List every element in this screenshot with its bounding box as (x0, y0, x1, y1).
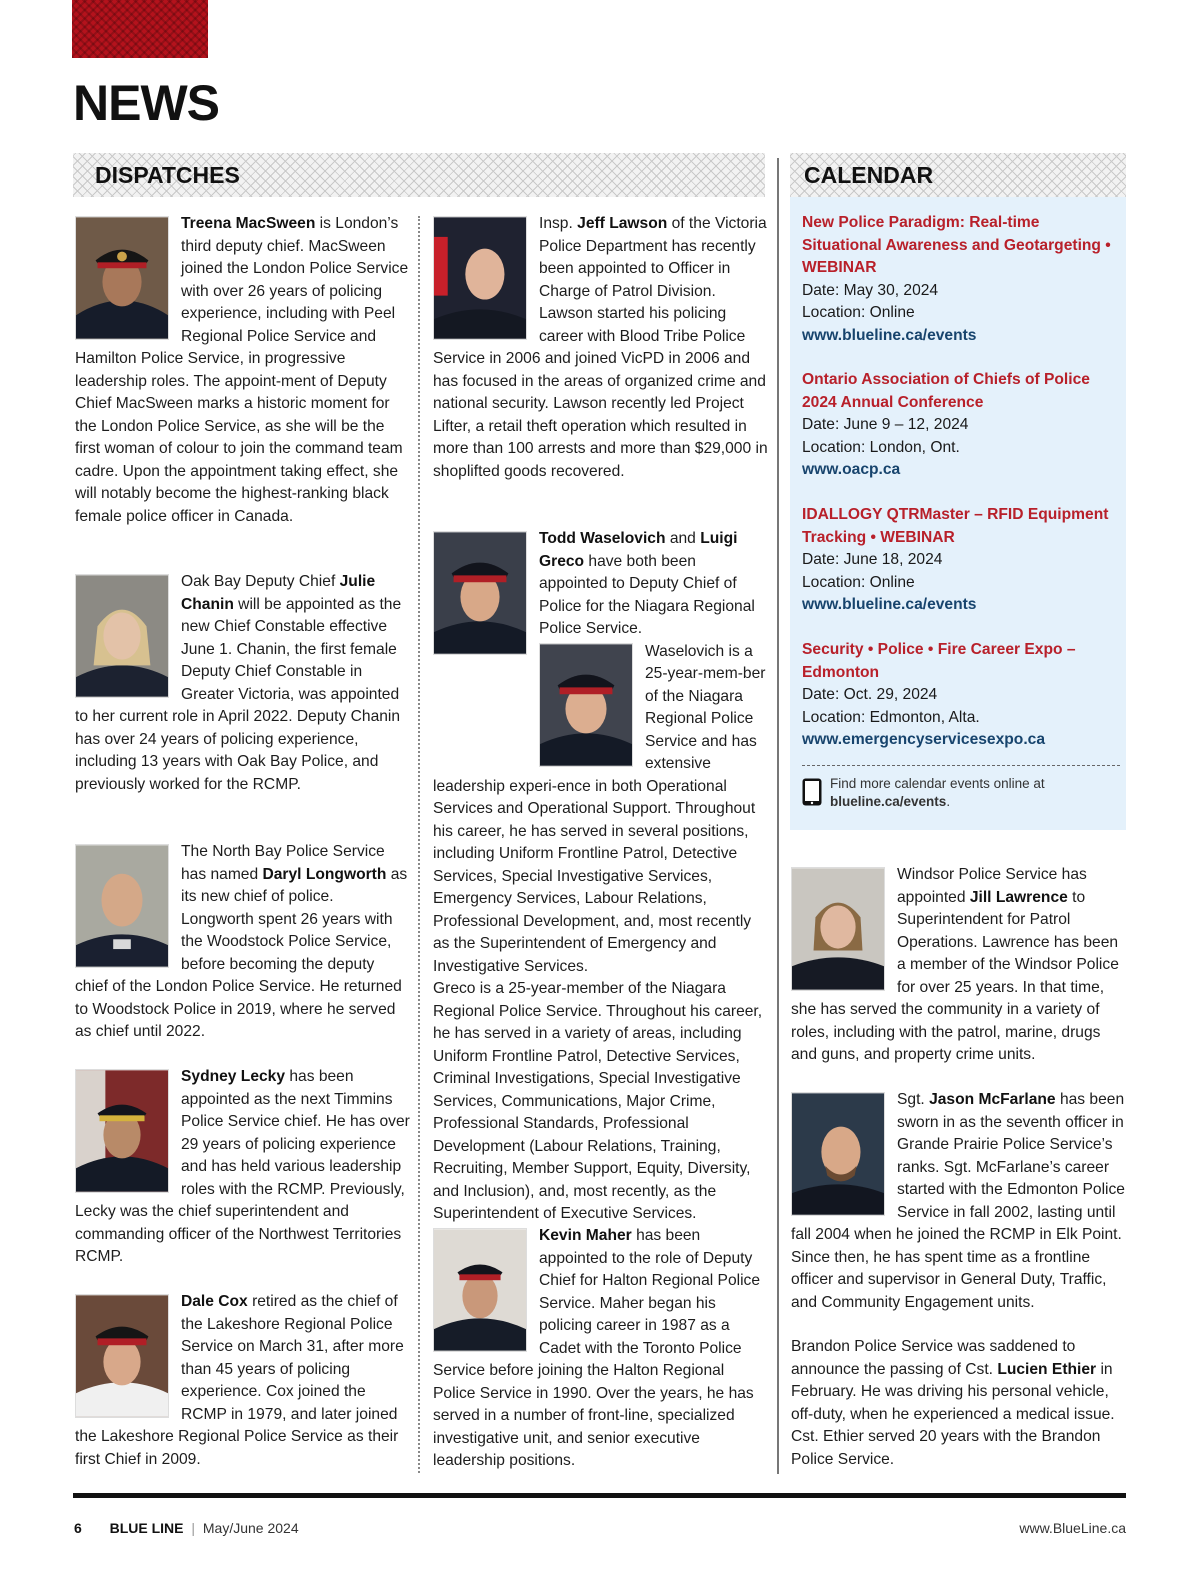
story-text: of the Victoria Police Department has recently been appointed to Officer in Charge of Patrol Division. Lawson started his policing career with Blood Tribe Police Service in 2006 and joined VicPD in 2006 and has focused in the areas of organized crime and national security. Lawson recently led Project Lifter, a retail theft operation which resulted in more than 100 arrests and more than $29,000 in shoplifted goods recovered. (433, 215, 768, 480)
column-left (75, 213, 410, 1471)
event-title: IDALLOGY QTRMaster – RFID Equipment Tracking • WEBINAR (802, 506, 1109, 546)
event-location: Location: Online (802, 573, 915, 591)
dispatches-label: DISPATCHES (95, 162, 240, 188)
calendar-event (802, 369, 1120, 482)
person-name: Lucien Ethier (997, 1360, 1097, 1378)
event-date: Date: May 30, 2024 (802, 281, 939, 299)
footer-left (74, 1520, 299, 1536)
story-text: have both been appointed to Deputy Chief of Police for the Niagara Regional Police Service. (539, 552, 755, 637)
person-name: Treena MacSween (181, 215, 316, 232)
story-text: Waselovich is a 25-year-mem-ber of the Niagara Regional Police Service and has extensive leadership experi-ence in both Operational Services and Operational Support. Throughout his career, he has served in several positions, including Uniform Frontline Patrol, Detective Services, Special Investigative Services, Emergency Services, Labour Relations, Professional Development, and, most recently as the Superintendent of Emergency and Investigative Services. (433, 642, 766, 975)
story-text: Oak Bay Deputy Chief (181, 573, 340, 590)
story-mcfarlane (791, 1089, 1126, 1336)
calendar-divider (802, 765, 1120, 766)
officer-portrait-icon (433, 531, 527, 655)
event-location: Location: Edmonton, Alta. (802, 708, 980, 726)
officer-portrait-icon (75, 574, 169, 698)
person-name: Kevin Maher (539, 1227, 632, 1244)
story-text: Insp. (539, 215, 578, 232)
story-text: in February. He was driving his personal vehicle, off-duty, when he experienced a medical issue. Cst. Ethier served 20 years with the Brandon Police Service. (791, 1360, 1115, 1468)
story-text: Greco is a 25-year-member of the Niagara Regional Police Service. Throughout his career, he has served in a variety of areas, including Uniform Frontline Patrol, Detective Services, Criminal Investigations, Special Investigative Services, Communications, Major Crime, Professional Standards, Professional Development (Labour Relations, Training, Recruiting, Member Support, Equity, Diversity, and Inclusion), and, most recently, as the Superintendent of Executive Services. (433, 980, 763, 1222)
story-text: to Superintendent for Patrol Operations. Lawrence has been a member of the Windsor Police for over 25 years. In that time, she has served the community in a variety of roles, including with the patrol, marine, drugs and guns, and property crime units. (791, 888, 1119, 1063)
event-title: Security • Police • Fire Career Expo – Edmonton (802, 641, 1076, 681)
column-right (791, 864, 1126, 1471)
officer-portrait-icon (791, 867, 885, 991)
column-divider (418, 216, 420, 1473)
story-maher (433, 1225, 768, 1475)
dispatches-header (73, 153, 765, 197)
person-name: Jill Lawrence (969, 888, 1068, 906)
event-location: Location: Online (802, 304, 915, 321)
calendar-label: CALENDAR (804, 162, 934, 188)
story-text: and (665, 530, 701, 547)
story-macsween (75, 213, 410, 571)
person-name: Julie Chanin (181, 573, 376, 613)
officer-portrait-icon (539, 643, 633, 767)
story-cox (75, 1291, 410, 1471)
event-date: Date: June 9 – 12, 2024 (802, 416, 969, 433)
page-number: 6 (74, 1520, 82, 1536)
story-lawrence (791, 864, 1126, 1089)
calendar-event (802, 639, 1120, 752)
story-text: has been sworn in as the seventh officer in Grande Prairie Police Service’s ranks. Sgt. McFarlane’s career started with the Edmonton Police Service in fall 2002, lasting until fall 2004 when he joined the RCMP in Elk Point. Since then, he has spent time as a frontline officer and supervisor in General Duty, Traffic, and Community Engagement units. (791, 1091, 1125, 1311)
story-text: is London’s third deputy chief. MacSween joined the London Police Service with over 26 years of policing experience, including with Peel Regional Police Service and Hamilton Police Service, in progressive leadership roles. The appoint-ment of Deputy Chief MacSween marks a historic moment for the London Police Service, as she will be the first woman of colour to join the command team cadre. Upon the appointment taking effect, she will notably become the highest-ranking black female police officer in Canada. (75, 215, 409, 525)
story-text: Brandon Police Service was saddened to announce the passing of Cst. (791, 1338, 1076, 1378)
officer-portrait-icon (75, 216, 169, 340)
event-link[interactable]: www.blueline.ca/events (802, 596, 977, 613)
person-name: Daryl Longworth (262, 865, 387, 883)
person-name: Jason McFarlane (929, 1091, 1056, 1108)
story-waselovich-greco (433, 528, 768, 1225)
story-longworth (75, 841, 410, 1066)
calendar-box (790, 197, 1126, 830)
story-text: The North Bay Police Service has named (181, 843, 385, 883)
column-middle (433, 213, 768, 1475)
story-lawson (433, 213, 768, 528)
officer-portrait-icon (75, 1069, 169, 1193)
story-text: retired as the chief of the Lakeshore Regional Police Service on March 31, after more than 45 years of policing experience. Cox joined the RCMP in 1979, and later joined the Lakeshore Regional Police Service as their first Chief in 2009. (75, 1293, 404, 1468)
event-location: Location: London, Ont. (802, 438, 960, 456)
more-text: Find more calendar events online at (830, 776, 1045, 791)
person-name: Dale Cox (181, 1293, 248, 1310)
officer-portrait-icon (791, 1092, 885, 1216)
red-corner-block (72, 0, 208, 58)
story-text: Windsor Police Service has appointed (897, 866, 1087, 906)
calendar-event (802, 504, 1120, 617)
event-link[interactable]: www.emergencyservicesexpo.ca (802, 731, 1045, 748)
event-title: New Police Paradigm: Real-time Situational Awareness and Geotargeting • WEBINAR (802, 214, 1111, 276)
person-name: Luigi Greco (539, 530, 738, 570)
publication-name: BLUE LINE (109, 1520, 184, 1536)
story-text: has been appointed to the role of Deputy Chief for Halton Regional Police Service. Maher began his policing career in 1987 as a Cadet with the Toronto Police Service before joining the Halton Regional Police Service in 1990. Over the years, he has served in a number of front-line, specialized investigative unit, and senior executive leadership positions. (433, 1227, 761, 1469)
event-date: Date: June 18, 2024 (802, 551, 943, 568)
story-text: as its new chief of police. Longworth spent 26 years with the Woodstock Police Service, before becoming the deputy chief of the London Police Service. He returned to Woodstock Police in 2019, where he served as chief until 2022. (75, 865, 408, 1040)
footer-separator: | (191, 1520, 195, 1536)
calendar-header (790, 153, 1126, 197)
officer-portrait-icon (433, 216, 527, 340)
story-ethier (791, 1336, 1126, 1471)
section-divider (777, 158, 779, 1474)
tablet-icon (802, 778, 822, 806)
event-link[interactable]: www.oacp.ca (802, 461, 901, 478)
more-link[interactable]: blueline.ca/events (830, 794, 947, 809)
person-name: Jeff Lawson (577, 215, 668, 232)
story-text: has been appointed as the next Timmins Police Service chief. He has over 29 years of policing experience and has held various leadership roles with the RCMP. Previously, Lecky was the chief superintendent and commanding officer of the Northwest Territories RCMP. (75, 1068, 410, 1265)
person-name: Todd Waselovich (539, 530, 666, 547)
footer-site[interactable]: www.BlueLine.ca (1019, 1520, 1126, 1536)
footer-rule (73, 1493, 1126, 1498)
story-text: will be appointed as the new Chief Constable effective June 1. Chanin, the first female Deputy Chief Constable in Greater Victoria, was appointed to her current role in April 2022. Deputy Chanin has over 24 years of policing experience, including 13 years with Oak Bay Police, and previously worked for the RCMP. (75, 595, 402, 793)
story-lecky (75, 1066, 410, 1291)
more-period: . (946, 794, 951, 809)
officer-portrait-icon (75, 844, 169, 968)
issue-date: May/June 2024 (202, 1520, 299, 1536)
person-name: Sydney Lecky (181, 1068, 286, 1085)
page-title: NEWS (73, 75, 219, 131)
event-title: Ontario Association of Chiefs of Police 2024 Annual Conference (802, 371, 1090, 411)
event-link[interactable]: www.blueline.ca/events (802, 326, 977, 344)
story-text: Sgt. (897, 1091, 930, 1108)
officer-portrait-icon (75, 1294, 169, 1418)
event-date: Date: Oct. 29, 2024 (802, 686, 938, 703)
calendar-event (802, 212, 1120, 347)
officer-portrait-icon (433, 1228, 527, 1352)
story-chanin (75, 571, 410, 841)
